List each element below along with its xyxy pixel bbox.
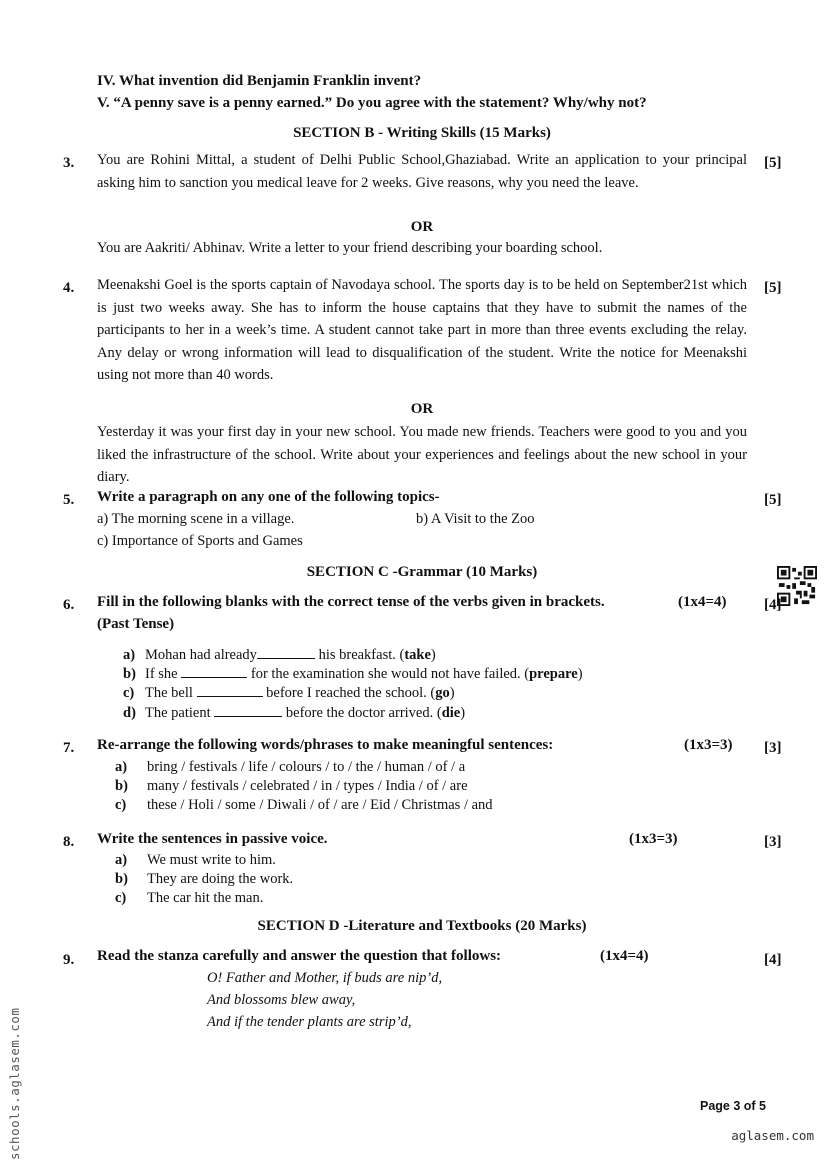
item-text: his breakfast. ( [314,647,405,663]
item-text: The bell [145,685,197,701]
item-verb: take [404,647,431,663]
q6-text: Fill in the following blanks with the correct tense of the verbs given in brackets. [97,594,605,610]
stanza-line: And if the tender plants are strip’d, [207,1014,412,1030]
item-text: ) [577,666,583,682]
q9-scheme: (1x4=4) [600,948,649,964]
answer-blank [181,665,247,678]
or-divider: OR [410,401,434,417]
list-item [115,759,465,776]
item-text: ) [460,705,466,721]
item-label: b) [123,666,136,682]
item-text: If she [145,666,182,682]
q5-option-a: a) The morning scene in a village. [97,511,295,527]
item-text: ) [449,685,455,701]
item-text: The patient [145,705,215,721]
question-iv: IV. What invention did Benjamin Franklin invent? [97,73,422,89]
answer-blank [257,646,315,659]
item-text: Mohan had already [145,647,257,663]
item-label: c) [115,890,127,906]
list-item [115,871,293,888]
marks: [4] [764,597,782,613]
footer-site: aglasem.com [731,1128,814,1143]
q8-scheme: (1x3=3) [629,831,678,847]
stanza-line: O! Father and Mother, if buds are nip’d, [207,970,443,986]
q7-scheme: (1x3=3) [684,737,733,753]
q5-option-c: c) Importance of Sports and Games [97,533,303,549]
item-verb: go [435,685,450,701]
item-text: many / festivals / celebrated / in / types / India / of / are [147,778,468,794]
item-label: c) [123,685,135,701]
marks: [3] [764,740,782,756]
marks: [3] [764,834,782,850]
item-text: these / Holi / some / Diwali / of / are / Eid / Christmas / and [147,797,493,813]
stanza-line: And blossoms blew away, [207,992,356,1008]
question-number: 9. [63,952,75,968]
list-item [115,852,276,869]
item-label: b) [115,778,128,794]
section-b-heading: SECTION B - Writing Skills (15 Marks) [293,125,551,141]
q4-alt-text: Yesterday it was your first day in your new school. You made new friends. Teachers were good to you and you liked the infrastructure of the school. Write about your experiences and feelings about the new school in your diary. [97,424,747,485]
answer-blank [214,704,282,717]
marks: [5] [764,155,782,171]
item-text: ) [430,647,436,663]
list-item [123,704,465,722]
question-v: V. “A penny save is a penny earned.” Do you agree with the statement? Why/why not? [97,95,647,111]
item-text: bring / festivals / life / colours / to / the / human / of / a [147,759,466,775]
item-text: before the doctor arrived. ( [282,705,442,721]
item-label: b) [115,871,128,887]
marks: [5] [764,492,782,508]
question-number: 7. [63,740,75,756]
q5-text: Write a paragraph on any one of the following topics- [97,489,440,505]
q6-subheading: (Past Tense) [97,616,175,632]
item-label: d) [123,705,136,721]
list-item [123,646,436,664]
list-item [115,797,493,814]
item-label: a) [115,759,128,775]
question-number: 6. [63,597,75,613]
marks: [5] [764,280,782,296]
item-verb: die [441,705,461,721]
section-d-heading: SECTION D -Literature and Textbooks (20 Marks) [257,918,587,934]
item-label: c) [115,797,127,813]
q7-text: Re-arrange the following words/phrases to make meaningful sentences: [97,737,554,753]
q8-text: Write the sentences in passive voice. [97,831,328,847]
question-number: 3. [63,155,75,171]
list-item [123,684,455,702]
q4-text: Meenakshi Goel is the sports captain of Navodaya school. The sports day is to be held on September21st which is just two weeks away. She has to inform the house captains that they have to submit the names of the participants to her in a week’s time. A student cannot take part in more than three events excluding the relay. Any delay or wrong information will lead to disqualification of the student. Write the notice for Meenakshi using not more than 40 words. [97,277,747,383]
or-divider: OR [410,219,434,235]
page-number: Page 3 of 5 [700,1099,766,1113]
q9-text: Read the stanza carefully and answer the question that follows: [97,948,502,964]
list-item [123,665,583,683]
item-label: a) [123,647,136,663]
item-text: before I reached the school. ( [262,685,436,701]
list-item [115,890,263,907]
q5-option-b: b) A Visit to the Zoo [416,511,535,527]
item-verb: prepare [529,666,578,682]
list-item [115,778,468,795]
question-number: 8. [63,834,75,850]
item-text: The car hit the man. [147,890,264,906]
answer-blank [197,684,263,697]
section-c-heading: SECTION C -Grammar (10 Marks) [306,564,538,580]
item-text: They are doing the work. [147,871,294,887]
q6-scheme: (1x4=4) [678,594,727,610]
q3-text: You are Rohini Mittal, a student of Delhi Public School,Ghaziabad. Write an application to your principal asking him to sanction you medical leave for 2 weeks. Give reasons, why you need the leave. [97,152,747,191]
side-watermark: schools.aglasem.com [7,1007,22,1160]
item-text: for the examination she would not have failed. ( [247,666,530,682]
marks: [4] [764,952,782,968]
qr-code-icon [777,566,817,606]
q3-alt-text: You are Aakriti/ Abhinav. Write a letter to your friend describing your boarding school. [97,240,603,256]
question-number: 4. [63,280,75,296]
question-number: 5. [63,492,75,508]
item-text: We must write to him. [147,852,276,868]
item-label: a) [115,852,128,868]
